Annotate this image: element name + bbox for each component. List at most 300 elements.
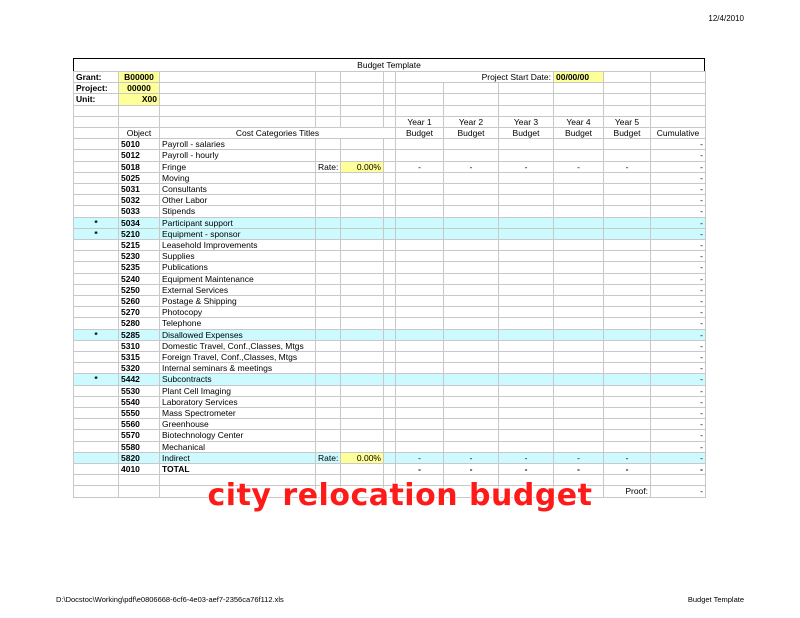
spacer-row xyxy=(74,105,706,116)
year-4-cell[interactable]: - xyxy=(554,452,604,463)
year-2-cell[interactable] xyxy=(444,408,499,419)
year-4-cell[interactable] xyxy=(554,408,604,419)
object-code: 5215 xyxy=(119,240,160,251)
table-row xyxy=(74,441,706,452)
col-cumulative: Cumulative xyxy=(651,128,706,139)
cumulative-cell: - xyxy=(651,340,706,351)
rate-label: Rate: xyxy=(316,452,341,463)
object-code: 5570 xyxy=(119,430,160,441)
rate-label: Rate: xyxy=(316,161,341,172)
total-year-2: - xyxy=(444,464,499,475)
year-3-cell[interactable] xyxy=(499,273,554,284)
table-row xyxy=(74,195,706,206)
year-4-cell[interactable] xyxy=(554,150,604,161)
rate-label xyxy=(316,441,341,452)
year-2-cell[interactable] xyxy=(444,228,499,239)
year-3-cell[interactable] xyxy=(499,240,554,251)
total-year-4: - xyxy=(554,464,604,475)
year-5-cell[interactable] xyxy=(604,240,651,251)
year-2-cell[interactable] xyxy=(444,296,499,307)
year-2-cell[interactable] xyxy=(444,363,499,374)
year-3-cell[interactable] xyxy=(499,419,554,430)
year-4-cell[interactable] xyxy=(554,352,604,363)
year-4-cell[interactable] xyxy=(554,374,604,385)
year-1-cell[interactable] xyxy=(396,396,444,407)
year-5-cell[interactable] xyxy=(604,419,651,430)
year-2-cell[interactable] xyxy=(444,441,499,452)
year-5-cell[interactable] xyxy=(604,206,651,217)
year-1-cell[interactable] xyxy=(396,139,444,150)
year-4-cell[interactable] xyxy=(554,217,604,228)
budget-table xyxy=(73,71,706,498)
cumulative-cell: - xyxy=(651,195,706,206)
rate-value[interactable] xyxy=(341,318,384,329)
table-row xyxy=(74,352,706,363)
year-1-label: Year 1 xyxy=(396,116,444,127)
year-1-cell[interactable] xyxy=(396,329,444,340)
cumulative-cell: - xyxy=(651,206,706,217)
cumulative-cell: - xyxy=(651,430,706,441)
year-3-cell[interactable]: - xyxy=(499,161,554,172)
year-5-cell[interactable] xyxy=(604,172,651,183)
table-row xyxy=(74,240,706,251)
object-code: 5033 xyxy=(119,206,160,217)
year-1-cell[interactable] xyxy=(396,408,444,419)
rate-label xyxy=(316,363,341,374)
cumulative-cell: - xyxy=(651,273,706,284)
year-2-cell[interactable] xyxy=(444,217,499,228)
year-1-cell[interactable] xyxy=(396,217,444,228)
year-5-cell[interactable] xyxy=(604,340,651,351)
year-3-cell[interactable] xyxy=(499,172,554,183)
year-4-cell[interactable] xyxy=(554,240,604,251)
year-3-cell[interactable] xyxy=(499,329,554,340)
year-1-cell[interactable] xyxy=(396,385,444,396)
row-marker xyxy=(74,441,119,452)
year-4-cell[interactable] xyxy=(554,172,604,183)
rate-value[interactable] xyxy=(341,262,384,273)
year-3-cell[interactable] xyxy=(499,307,554,318)
rate-value[interactable] xyxy=(341,329,384,340)
year-1-cell[interactable] xyxy=(396,184,444,195)
year-4-cell[interactable] xyxy=(554,363,604,374)
year-5-cell[interactable] xyxy=(604,374,651,385)
year-3-cell[interactable] xyxy=(499,396,554,407)
year-3-cell[interactable] xyxy=(499,408,554,419)
year-1-cell[interactable]: - xyxy=(396,452,444,463)
object-code: 5210 xyxy=(119,228,160,239)
year-4-cell[interactable] xyxy=(554,195,604,206)
rate-label xyxy=(316,385,341,396)
year-1-cell[interactable] xyxy=(396,195,444,206)
rate-value[interactable] xyxy=(341,307,384,318)
cumulative-cell: - xyxy=(651,172,706,183)
year-3-cell[interactable] xyxy=(499,184,554,195)
year-2-cell[interactable] xyxy=(444,318,499,329)
year-5-cell[interactable] xyxy=(604,296,651,307)
table-row xyxy=(74,419,706,430)
rate-value[interactable] xyxy=(341,217,384,228)
proof-label: Proof: xyxy=(604,486,651,497)
unit-value[interactable]: X00 xyxy=(119,94,160,105)
cumulative-cell: - xyxy=(651,284,706,295)
year-5-cell[interactable] xyxy=(604,385,651,396)
year-1-cell[interactable] xyxy=(396,262,444,273)
rate-value[interactable] xyxy=(341,396,384,407)
cumulative-cell: - xyxy=(651,374,706,385)
rate-value[interactable] xyxy=(341,385,384,396)
rate-value[interactable] xyxy=(341,206,384,217)
year-2-cell[interactable] xyxy=(444,352,499,363)
year-4-cell[interactable] xyxy=(554,419,604,430)
rate-label xyxy=(316,150,341,161)
year-1-cell[interactable] xyxy=(396,441,444,452)
year-5-cell[interactable] xyxy=(604,284,651,295)
row-marker xyxy=(74,340,119,351)
year-2-cell[interactable] xyxy=(444,340,499,351)
year-2-cell[interactable] xyxy=(444,240,499,251)
year-1-cell[interactable] xyxy=(396,206,444,217)
year-4-cell[interactable] xyxy=(554,284,604,295)
category-title: Foreign Travel, Conf.,Classes, Mtgs xyxy=(160,352,316,363)
year-3-cell[interactable] xyxy=(499,195,554,206)
year-4-cell[interactable] xyxy=(554,329,604,340)
proof-value: - xyxy=(651,486,706,497)
year-3-budget: Budget xyxy=(499,128,554,139)
grant-row xyxy=(74,72,706,83)
col-object: Object xyxy=(119,128,160,139)
category-title: Photocopy xyxy=(160,307,316,318)
year-3-cell[interactable] xyxy=(499,374,554,385)
year-1-cell[interactable] xyxy=(396,172,444,183)
rate-label xyxy=(316,251,341,262)
year-5-cell[interactable] xyxy=(604,408,651,419)
category-title: Moving xyxy=(160,172,316,183)
row-marker xyxy=(74,363,119,374)
year-3-cell[interactable] xyxy=(499,139,554,150)
year-1-cell[interactable]: - xyxy=(396,161,444,172)
year-4-cell[interactable] xyxy=(554,340,604,351)
cumulative-cell: - xyxy=(651,139,706,150)
cumulative-cell: - xyxy=(651,329,706,340)
year-5-cell[interactable] xyxy=(604,329,651,340)
year-1-cell[interactable] xyxy=(396,273,444,284)
year-3-cell[interactable] xyxy=(499,340,554,351)
year-4-cell[interactable] xyxy=(554,430,604,441)
year-5-cell[interactable] xyxy=(604,430,651,441)
row-marker: * xyxy=(74,228,119,239)
rate-value[interactable] xyxy=(341,430,384,441)
year-2-cell[interactable] xyxy=(444,184,499,195)
rate-value[interactable] xyxy=(341,340,384,351)
year-2-cell[interactable] xyxy=(444,251,499,262)
year-2-label: Year 2 xyxy=(444,116,499,127)
year-3-cell[interactable] xyxy=(499,296,554,307)
row-marker xyxy=(74,161,119,172)
year-2-cell[interactable] xyxy=(444,307,499,318)
table-row xyxy=(74,307,706,318)
year-4-cell[interactable] xyxy=(554,441,604,452)
year-1-cell[interactable] xyxy=(396,296,444,307)
table-row xyxy=(74,452,706,463)
total-year-1: - xyxy=(396,464,444,475)
year-2-cell[interactable] xyxy=(444,150,499,161)
year-5-cell[interactable] xyxy=(604,307,651,318)
rate-value[interactable] xyxy=(341,441,384,452)
year-5-cell[interactable] xyxy=(604,195,651,206)
year-3-cell[interactable] xyxy=(499,430,554,441)
table-row xyxy=(74,363,706,374)
category-title: Mechanical xyxy=(160,441,316,452)
object-code: 5310 xyxy=(119,340,160,351)
year-2-cell[interactable] xyxy=(444,419,499,430)
grant-label: Grant: xyxy=(74,72,119,83)
year-1-cell[interactable] xyxy=(396,318,444,329)
year-2-cell[interactable] xyxy=(444,374,499,385)
year-3-cell[interactable] xyxy=(499,363,554,374)
year-2-cell[interactable] xyxy=(444,262,499,273)
object-code: 5010 xyxy=(119,139,160,150)
table-row xyxy=(74,139,706,150)
rate-label xyxy=(316,318,341,329)
year-4-cell[interactable] xyxy=(554,396,604,407)
table-row xyxy=(74,184,706,195)
row-marker xyxy=(74,206,119,217)
row-marker xyxy=(74,385,119,396)
year-1-cell[interactable] xyxy=(396,240,444,251)
year-3-cell[interactable] xyxy=(499,385,554,396)
year-1-cell[interactable] xyxy=(396,374,444,385)
rate-value[interactable] xyxy=(341,184,384,195)
year-3-cell[interactable] xyxy=(499,262,554,273)
project-label: Project: xyxy=(74,83,119,94)
rate-label xyxy=(316,184,341,195)
object-code: 5820 xyxy=(119,452,160,463)
table-row xyxy=(74,228,706,239)
year-2-cell[interactable]: - xyxy=(444,161,499,172)
table-row xyxy=(74,296,706,307)
rate-label xyxy=(316,284,341,295)
rate-value[interactable] xyxy=(341,363,384,374)
rate-label xyxy=(316,408,341,419)
year-4-cell[interactable] xyxy=(554,262,604,273)
year-1-cell[interactable] xyxy=(396,363,444,374)
year-3-cell[interactable] xyxy=(499,217,554,228)
year-2-cell[interactable] xyxy=(444,396,499,407)
year-3-label: Year 3 xyxy=(499,116,554,127)
category-title: Equipment Maintenance xyxy=(160,273,316,284)
rate-value[interactable] xyxy=(341,150,384,161)
category-title: Equipment - sponsor xyxy=(160,228,316,239)
total-year-5: - xyxy=(604,464,651,475)
rate-value[interactable] xyxy=(341,296,384,307)
start-date-label: Project Start Date: xyxy=(396,72,554,83)
year-5-cell[interactable] xyxy=(604,217,651,228)
cumulative-cell: - xyxy=(651,363,706,374)
cumulative-cell: - xyxy=(651,161,706,172)
category-title: Participant support xyxy=(160,217,316,228)
year-2-cell[interactable] xyxy=(444,139,499,150)
year-4-cell[interactable] xyxy=(554,206,604,217)
cumulative-cell: - xyxy=(651,296,706,307)
year-4-cell[interactable]: - xyxy=(554,161,604,172)
category-title: Payroll - salaries xyxy=(160,139,316,150)
rate-label xyxy=(316,228,341,239)
year-5-cell[interactable] xyxy=(604,150,651,161)
cumulative-cell: - xyxy=(651,217,706,228)
object-code: 5550 xyxy=(119,408,160,419)
year-2-cell[interactable] xyxy=(444,273,499,284)
cumulative-cell: - xyxy=(651,150,706,161)
rate-label xyxy=(316,240,341,251)
year-5-cell[interactable] xyxy=(604,363,651,374)
year-1-cell[interactable] xyxy=(396,340,444,351)
rate-value[interactable]: 0.00% xyxy=(341,161,384,172)
year-4-budget: Budget xyxy=(554,128,604,139)
object-code: 5560 xyxy=(119,419,160,430)
year-header-row xyxy=(74,116,706,127)
year-3-cell[interactable] xyxy=(499,150,554,161)
year-4-cell[interactable] xyxy=(554,385,604,396)
rate-value[interactable] xyxy=(341,419,384,430)
year-3-cell[interactable] xyxy=(499,251,554,262)
cumulative-cell: - xyxy=(651,307,706,318)
object-code: 5230 xyxy=(119,251,160,262)
rate-value[interactable] xyxy=(341,228,384,239)
year-5-cell[interactable] xyxy=(604,251,651,262)
object-code: 5530 xyxy=(119,385,160,396)
year-2-cell[interactable] xyxy=(444,329,499,340)
row-marker xyxy=(74,396,119,407)
year-2-cell[interactable] xyxy=(444,284,499,295)
cumulative-cell: - xyxy=(651,452,706,463)
grant-value[interactable]: B00000 xyxy=(119,72,160,83)
year-5-cell[interactable]: - xyxy=(604,452,651,463)
year-3-cell[interactable] xyxy=(499,318,554,329)
cumulative-cell: - xyxy=(651,251,706,262)
year-4-cell[interactable] xyxy=(554,318,604,329)
rate-label xyxy=(316,329,341,340)
rate-label xyxy=(316,396,341,407)
year-5-cell[interactable] xyxy=(604,396,651,407)
object-code: 5012 xyxy=(119,150,160,161)
year-4-cell[interactable] xyxy=(554,307,604,318)
project-value[interactable]: 00000 xyxy=(119,83,160,94)
year-1-cell[interactable] xyxy=(396,251,444,262)
year-1-cell[interactable] xyxy=(396,284,444,295)
year-2-cell[interactable] xyxy=(444,195,499,206)
cumulative-cell: - xyxy=(651,184,706,195)
year-4-cell[interactable] xyxy=(554,184,604,195)
row-marker xyxy=(74,284,119,295)
year-2-cell[interactable] xyxy=(444,172,499,183)
table-row xyxy=(74,329,706,340)
row-marker xyxy=(74,296,119,307)
rate-value[interactable] xyxy=(341,273,384,284)
rate-value[interactable]: 0.00% xyxy=(341,452,384,463)
rate-value[interactable] xyxy=(341,374,384,385)
year-4-cell[interactable] xyxy=(554,251,604,262)
year-3-cell[interactable] xyxy=(499,284,554,295)
rate-value[interactable] xyxy=(341,284,384,295)
year-3-cell[interactable] xyxy=(499,441,554,452)
table-row xyxy=(74,374,706,385)
rate-value[interactable] xyxy=(341,251,384,262)
year-2-cell[interactable] xyxy=(444,206,499,217)
year-4-cell[interactable] xyxy=(554,139,604,150)
table-row xyxy=(74,206,706,217)
category-title: Indirect xyxy=(160,452,316,463)
total-row xyxy=(74,464,706,475)
cumulative-cell: - xyxy=(651,262,706,273)
rate-label xyxy=(316,139,341,150)
year-4-cell[interactable] xyxy=(554,273,604,284)
total-code: 4010 xyxy=(119,464,160,475)
year-2-cell[interactable]: - xyxy=(444,452,499,463)
table-row xyxy=(74,150,706,161)
year-1-cell[interactable] xyxy=(396,150,444,161)
year-5-cell[interactable] xyxy=(604,139,651,150)
year-3-cell[interactable]: - xyxy=(499,452,554,463)
rate-value[interactable] xyxy=(341,139,384,150)
rate-value[interactable] xyxy=(341,352,384,363)
category-title: Plant Cell Imaging xyxy=(160,385,316,396)
year-5-cell[interactable] xyxy=(604,318,651,329)
year-5-label: Year 5 xyxy=(604,116,651,127)
year-1-cell[interactable] xyxy=(396,352,444,363)
year-4-cell[interactable] xyxy=(554,228,604,239)
year-5-cell[interactable] xyxy=(604,262,651,273)
table-row xyxy=(74,273,706,284)
row-marker xyxy=(74,251,119,262)
year-3-cell[interactable] xyxy=(499,228,554,239)
year-3-cell[interactable] xyxy=(499,352,554,363)
rate-value[interactable] xyxy=(341,408,384,419)
year-3-cell[interactable] xyxy=(499,206,554,217)
year-1-cell[interactable] xyxy=(396,419,444,430)
year-5-cell[interactable] xyxy=(604,273,651,284)
table-row xyxy=(74,318,706,329)
rate-value[interactable] xyxy=(341,195,384,206)
year-1-cell[interactable] xyxy=(396,228,444,239)
year-5-cell[interactable]: - xyxy=(604,161,651,172)
year-4-cell[interactable] xyxy=(554,296,604,307)
year-4-label: Year 4 xyxy=(554,116,604,127)
rate-value[interactable] xyxy=(341,240,384,251)
rate-label xyxy=(316,172,341,183)
row-marker xyxy=(74,273,119,284)
row-marker xyxy=(74,240,119,251)
rate-value[interactable] xyxy=(341,172,384,183)
row-marker: * xyxy=(74,374,119,385)
year-5-cell[interactable] xyxy=(604,184,651,195)
year-5-cell[interactable] xyxy=(604,352,651,363)
year-1-cell[interactable] xyxy=(396,307,444,318)
year-5-cell[interactable] xyxy=(604,228,651,239)
object-code: 5032 xyxy=(119,195,160,206)
category-title: External Services xyxy=(160,284,316,295)
year-5-cell[interactable] xyxy=(604,441,651,452)
object-code: 5580 xyxy=(119,441,160,452)
year-1-cell[interactable] xyxy=(396,430,444,441)
year-5-budget: Budget xyxy=(604,128,651,139)
rate-label xyxy=(316,430,341,441)
unit-label: Unit: xyxy=(74,94,119,105)
year-2-cell[interactable] xyxy=(444,385,499,396)
year-2-cell[interactable] xyxy=(444,430,499,441)
cumulative-cell: - xyxy=(651,396,706,407)
start-date-value[interactable]: 00/00/00 xyxy=(554,72,604,83)
